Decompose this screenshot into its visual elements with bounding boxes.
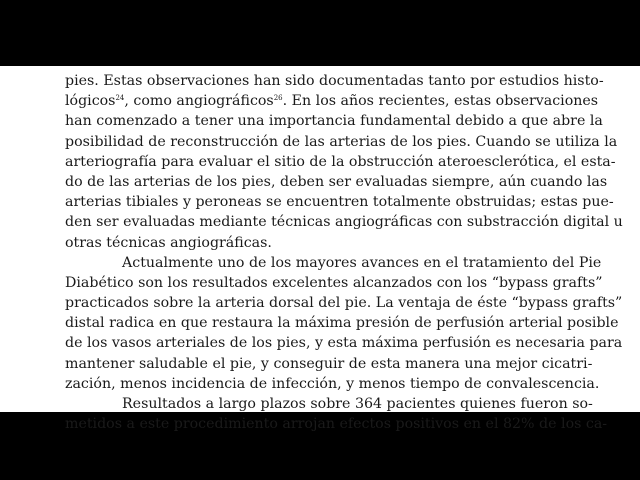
text-line: han comenzado a tener una importancia fundamental debido a que abre la [65,113,603,130]
text-line: Resultados a largo plazos sobre 364 pacientes quienes fueron so- [122,396,593,412]
text-line: arteriografía para evaluar el sitio de la obstrucción ateroesclerótica, el esta- [65,153,616,170]
text-fragment: lógicos [65,93,116,110]
citation-superscript: 24 [115,94,125,103]
text-line: de los vasos arteriales de los pies, y esta máxima perfusión es necesaria para [65,335,623,352]
text-line: mantener saludable el pie, y conseguir de esta manera una mejor cicatri- [65,355,593,372]
text-line: posibilidad de reconstrucción de las arterias de los pies. Cuando se utiliza la [65,133,618,150]
text-line: practicados sobre la arteria dorsal del pie. La ventaja de éste “bypass grafts” [65,295,623,312]
text-fragment: . En los años recientes, estas observaciones [282,93,599,110]
text-line: do de las arterias de los pies, deben ser evaluadas siempre, aún cuando las [65,173,608,190]
text-line [65,91,599,111]
text-line: pies. Estas observaciones han sido documentadas tanto por estudios histo- [65,73,604,89]
text-line: zación, menos incidencia de infección, y menos tiempo de convalescencia. [65,375,600,392]
text-line: den ser evaluadas mediante técnicas angiográficas con substracción digital u [65,214,623,231]
text-line: distal radica en que restaura la máxima presión de perfusión arterial posible [65,315,619,332]
text-line: metidos a este procedimiento arrojan efectos positivos en el 82% de los ca- [65,416,608,433]
text-line: otras técnicas angiográficas. [65,234,272,251]
citation-superscript: 26 [273,94,283,103]
text-line: Diabético son los resultados excelentes alcanzados con los “bypass grafts” [65,274,603,291]
text-line: arterias tibiales y peroneas se encuentren totalmente obstruidas; estas pue- [65,194,614,211]
document-page [0,66,640,433]
text-fragment: , como angiográficos [124,93,274,110]
body-text [65,71,623,434]
text-line: Actualmente uno de los mayores avances en el tratamiento del Pie [122,254,602,271]
